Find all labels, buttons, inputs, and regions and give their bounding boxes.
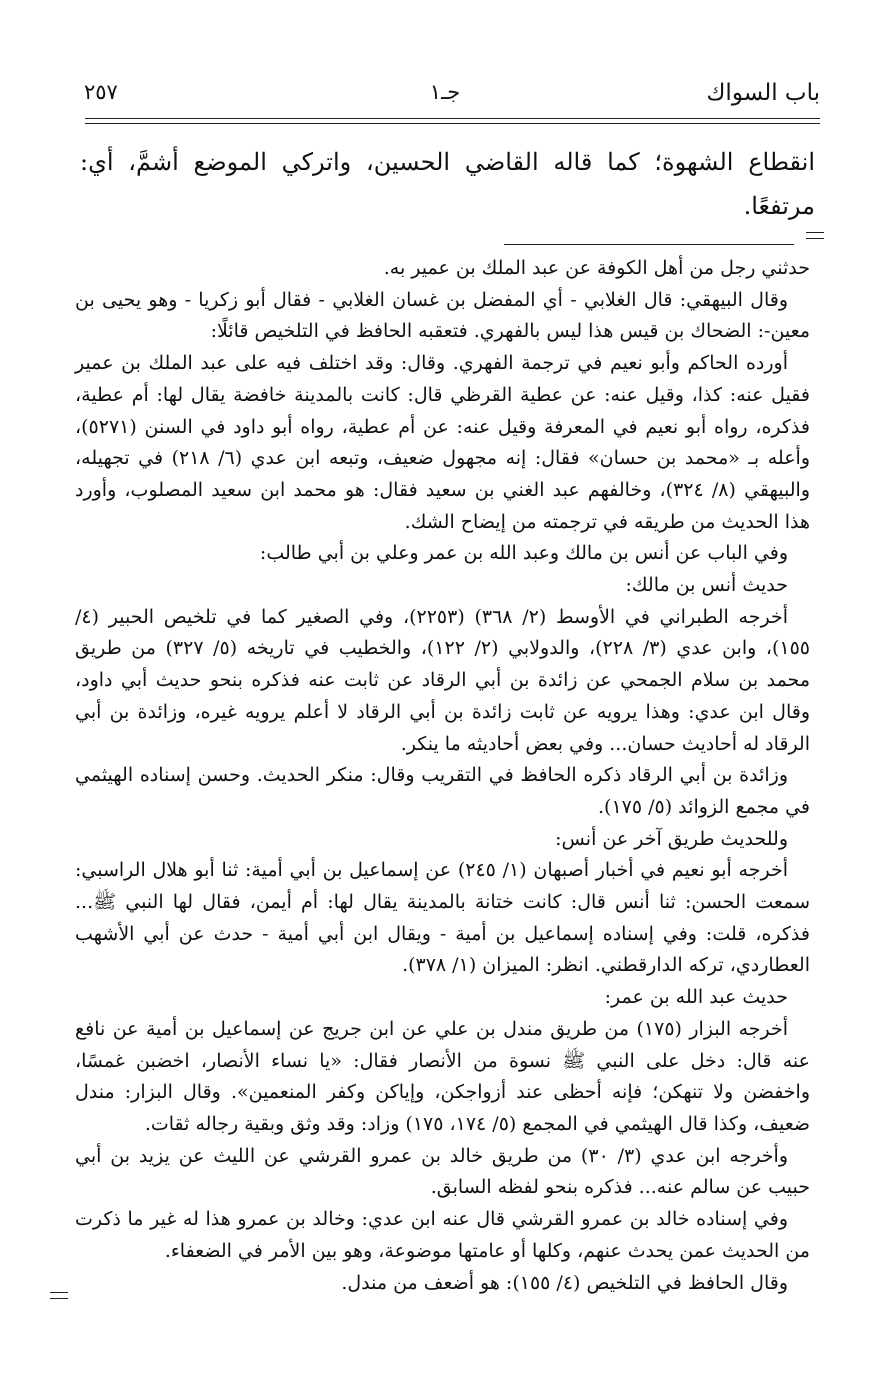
footnote-paragraph: وزائدة بن أبي الرقاد ذكره الحافظ في التقريب وقال: منكر الحديث. وحسن إسناده الهيثمي في مجمع الزوائد (٥/ ١٧٥). — [75, 764, 810, 818]
footnote-paragraph: حدثني رجل من أهل الكوفة عن عبد الملك بن عمير به. — [383, 257, 810, 279]
page-header — [70, 80, 820, 114]
footnote-paragraph: أخرجه أبو نعيم في أخبار أصبهان (١/ ٢٤٥) عن إسماعيل بن أبي أمية: ثنا أبو هلال الراسبي: سمعت الحسن: ثنا أنس قال: كانت ختانة بالمدينة يقال لها: أم أيمن، فقال لها النبي ﷺ... فذكره، قلت: وفي إسناده إسماعيل بن أمية - ويقال ابن أبي أمية - حدث عن أبي الأشهب العطاردي، تركه الدارقطني. انظر: الميزان (١/ ٣٧٨). — [75, 859, 810, 977]
footnote-paragraph: أورده الحاكم وأبو نعيم في ترجمة الفهري. وقال: وقد اختلف فيه على عبد الملك بن عمير فقيل عنه: كذا، وقيل عنه: عن عطية القرظي قال: كانت بالمدينة خافضة يقال لها: أم عطية، فذكره، رواه أبو نعيم في المعرفة وقيل عنه: عن أم عطية، رواه أبو داود في السنن (٥٢٧١)، وأعله بـ «محمد بن حسان» فقال: إنه مجهول ضعيف، وتبعه ابن عدي (٦/ ٢١٨) في تجهيله، والبيهقي (٨/ ٣٢٤)، وخالفهم عبد الغني بن سعيد فقال: هو محمد ابن سعيد المصلوب، وأورد هذا الحديث من طريقه في ترجمته من إيضاح الشك. — [75, 352, 810, 533]
main-text: انقطاع الشهوة؛ كما قاله القاضي الحسين، واتركي الموضع أشمَّ، أي: مرتفعًا. — [80, 148, 815, 220]
footnotes — [75, 253, 810, 1299]
footnote-paragraph: أخرجه الطبراني في الأوسط (٢/ ٣٦٨) (٢٢٥٣)، وفي الصغير كما في تلخيص الحبير (٤/ ١٥٥)، وابن عدي (٣/ ٢٢٨)، والدولابي (٢/ ١٢٢)، والخطيب في تاريخه (٥/ ٣٢٧) من طريق محمد بن سلام الجمحي عن زائدة بن أبي الرقاد عن ثابت عنه فذكره بنحو حديث أبي داود، وقال ابن عدي: وهذا يرويه عن ثابت زائدة بن أبي الرقاد لا أعلم يرويه غيره، وزائدة بن أبي الرقاد له أحاديث حسان... وفي بعض أحاديثه ما ينكر. — [75, 605, 810, 755]
continuation-mark-bottom — [50, 1292, 68, 1299]
header-rule-top — [85, 118, 820, 119]
footnote-paragraph: وللحديث طريق آخر عن أنس: — [555, 827, 788, 850]
footnote-paragraph: وفي إسناده خالد بن عمرو القرشي قال عنه ابن عدي: وخالد بن عمرو هذا له غير ما ذكرت من الحديث عمن يحدث عنهم، وكلها أو عامتها موضوعة، وهو بين الأمر في الضعفاء. — [75, 1208, 810, 1262]
footnote-paragraph: وفي الباب عن أنس بن مالك وعبد الله بن عمر وعلي بن أبي طالب: — [259, 542, 788, 565]
page-number: ٢٥٧ — [84, 80, 118, 104]
chapter-title: باب السواك — [706, 80, 820, 106]
footnote-paragraph: أخرجه البزار (١٧٥) من طريق مندل بن علي عن ابن جريج عن إسماعيل بن أمية عن نافع عنه قال: دخل على النبي ﷺ نسوة من الأنصار فقال: «يا نساء الأنصار، اخضبن غمسًا، واخفضن ولا تنهكن؛ فإنه أحظى عند أزواجكن، وإياكن وكفر المنعمين». وقال البزار: مندل ضعيف، وكذا قال الهيثمي في المجمع (٥/ ١٧٤، ١٧٥) وزاد: وقد وثق وبقية رجاله ثقات. — [75, 1017, 810, 1135]
footnote-separator — [504, 244, 794, 245]
footnote-paragraph: حديث عبد الله بن عمر: — [604, 986, 788, 1009]
volume-label: جـ١ — [429, 80, 461, 104]
footnote-paragraph: وأخرجه ابن عدي (٣/ ٣٠) من طريق خالد بن عمرو القرشي عن الليث عن يزيد بن أبي حبيب عن سالم عنه... فذكره بنحو لفظه السابق. — [75, 1144, 810, 1199]
footnote-paragraph: وقال البيهقي: قال الغلابي - أي المفضل بن غسان الغلابي - فقال أبو زكريا - وهو يحيى بن معين-: الضحاك بن قيس هذا ليس بالفهري. فتعقبه الحافظ في التلخيص قائلًا: — [75, 288, 810, 343]
header-rule-bottom — [85, 123, 820, 124]
continuation-mark-top — [806, 232, 824, 239]
footnote-paragraph: وقال الحافظ في التلخيص (٤/ ١٥٥): هو أضعف من مندل. — [341, 1271, 788, 1294]
footnote-paragraph: حديث أنس بن مالك: — [625, 574, 788, 597]
